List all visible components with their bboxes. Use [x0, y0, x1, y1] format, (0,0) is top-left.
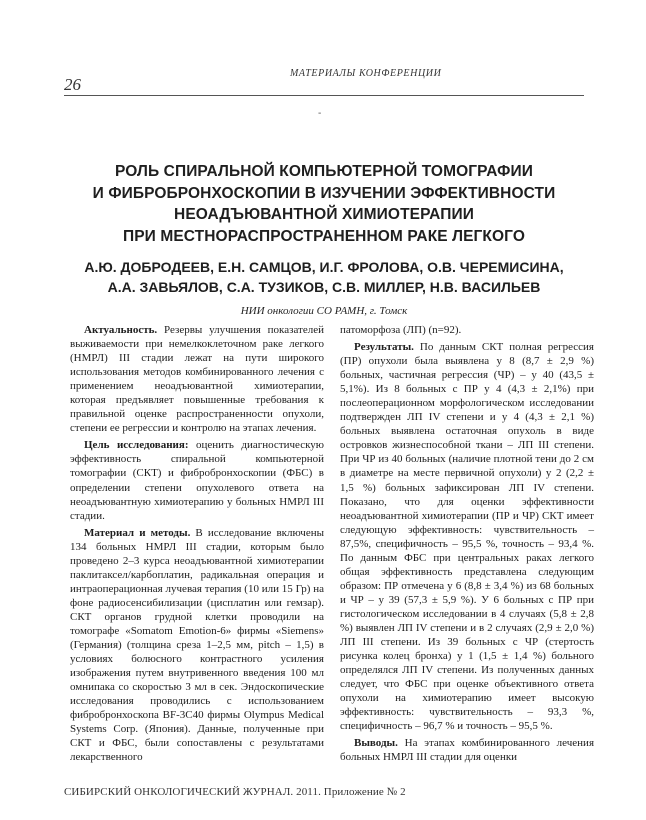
- page-number: 26: [64, 75, 81, 94]
- section-heading: Актуальность.: [84, 324, 158, 336]
- section-heading: Цель исследования:: [84, 439, 189, 452]
- paragraph-text: На этапах комбинированного лечения больных НМРЛ III стадии для оценки: [340, 737, 594, 764]
- paragraph-results: [340, 340, 594, 733]
- paragraph-text: По данным СКТ полная регрессия (ПР) опухоли была выявлена у 8 (8,7 ± 2,9 %) больных, частичная регрессия (ЧР) – у 40 (43,5 ± 5,1%). Из 8 больных с ПР у 4 (4,3 ± 2,1%) при послеоперационном морфологическом исследовании подтвержден ЛП IV степени и у 4 (4,3 ± 2,1 %) больных выявлена остаточная опухоль в виде островков жизнеспособной ткани – ЛП III степени. При ЧР из 40 больных (наличие плотной тени до 2 см в диаметре на месте первичной опухоли) у 2 (2,2 ± 1,5 %) больных зафиксирован ЛП IV степени. Показано, что для оценки эффективности неоадъювантной химиотерапии (ПР и ЧР) СКТ имеет следующую эффективность: чувствительность – 87,5%, специфичность – 95,5 %, точность – 93,4 %. По данным ФБС при центральных раках легкого общая эффективность представлена следующим образом: ПР отмечена у 6 (8,8 ± 3,4 %) из 68 больных и ЧР – у 39 (57,3 ± 5,9 %). У 6 больных с ПР при гистологическом исследовании в 4 случаях (5,8 ± 2,8 %) выявлен ЛП IV степени и в 2 случаях (2,9 ± 2,0 %) ЛП III степени. Из 39 больных с ЧР (стертость рисунка колец бронха) у 1 (1,5 ± 1,4 %) больного определялся ЛП IV степени. Из полученных данных следует, что ФБС при оценке объективного ответа опухоли на химиотерапию имеет высокую эффективность: чувствительность – 93,3 %, специфичность – 96,7 % и точность – 95,5 %.: [340, 341, 594, 733]
- running-head: МАТЕРИАЛЫ КОНФЕРЕНЦИИ: [290, 68, 442, 79]
- affiliation: НИИ онкологии СО РАМН, г. Томск: [240, 305, 408, 317]
- right-column: [340, 323, 594, 764]
- paragraph-text: В исследование включены 134 больных НМРЛ III стадии, которым было проведено 2–3 курса неоадъювантной химиотерапии паклитаксел/карбоплатин, радикальная операция и интраоперационная лучевая терапия (10 или 15 Гр) на фоне радиосенсибилизации (цисплатин или гемзар). СКТ органов грудной клетки проводили на томографе «Somatom Emotion-6» фирмы «Siemens» (Германия) (толщина среза 1–2,5 мм, pitch – 1,5) в условиях болюсного контрастного усиления изображения путем внутривенного введения 100 мл омнипака со скоростью 3 мл в сек. Эндоскопические исследования проводились с использованием фибробронхоскопа BF-3C40 фирмы Olympus Medical Systems Corp. (Япония). Данные, полученные при СКТ и ФБС, были сопоставлены с результатами лекарственного: [70, 526, 324, 764]
- author-list: [64, 257, 584, 297]
- paragraph-aim: [70, 438, 324, 522]
- paragraph-continuation: [340, 323, 594, 337]
- title-line: ПРИ МЕСТНОРАСПРОСТРАНЕННОМ РАКЕ ЛЕГКОГО: [123, 227, 525, 245]
- article-title: [64, 161, 584, 247]
- paragraph-relevance: [70, 323, 324, 435]
- paragraph-text: Резервы улучшения показателей выживаемости при немелкоклеточном раке легкого (НМРЛ) III стадии лежат на пути широкого использования методов комбинированного лечения с применением неоадъювантной химиотерапии, которая предъявляет повышенные требования к правильной оценке распространенности опухоли, степени ее регрессии и контролю на этапах лечения.: [70, 324, 324, 435]
- paragraph-text: оценить диагностическую эффективность спиральной компьютерной томографии (СКТ) и фибробронхоскопии (ФБС) в определении степени опухолевого ответа на неоадъювантную химиотерапию у больных НМРЛ III стадии.: [70, 439, 324, 522]
- journal-footer: СИБИРСКИЙ ОНКОЛОГИЧЕСКИЙ ЖУРНАЛ. 2011. Приложение № 2: [64, 786, 406, 798]
- header-rule: [64, 95, 584, 96]
- title-line: НЕОАДЪЮВАНТНОЙ ХИМИОТЕРАПИИ: [174, 206, 474, 223]
- authors-line: А.Ю. ДОБРОДЕЕВ, Е.Н. САМЦОВ, И.Г. ФРОЛОВА, О.В. ЧЕРЕМИСИНА,: [84, 259, 564, 275]
- paragraph-conclusions: [340, 736, 594, 764]
- left-column: [70, 323, 324, 764]
- separator-dash: -: [318, 108, 322, 119]
- section-heading: Выводы.: [354, 737, 398, 750]
- section-heading: Материал и методы.: [84, 526, 191, 539]
- title-line: И ФИБРОБРОНХОСКОПИИ В ИЗУЧЕНИИ ЭФФЕКТИВНОСТИ: [92, 184, 556, 202]
- paragraph-methods: [70, 526, 324, 765]
- paragraph-text: патоморфоза (ЛП) (n=92).: [340, 324, 462, 336]
- authors-line: А.А. ЗАВЬЯЛОВ, С.А. ТУЗИКОВ, С.В. МИЛЛЕР, Н.В. ВАСИЛЬЕВ: [107, 279, 541, 295]
- section-heading: Результаты.: [354, 341, 414, 354]
- title-line: РОЛЬ СПИРАЛЬНОЙ КОМПЬЮТЕРНОЙ ТОМОГРАФИИ: [115, 163, 533, 180]
